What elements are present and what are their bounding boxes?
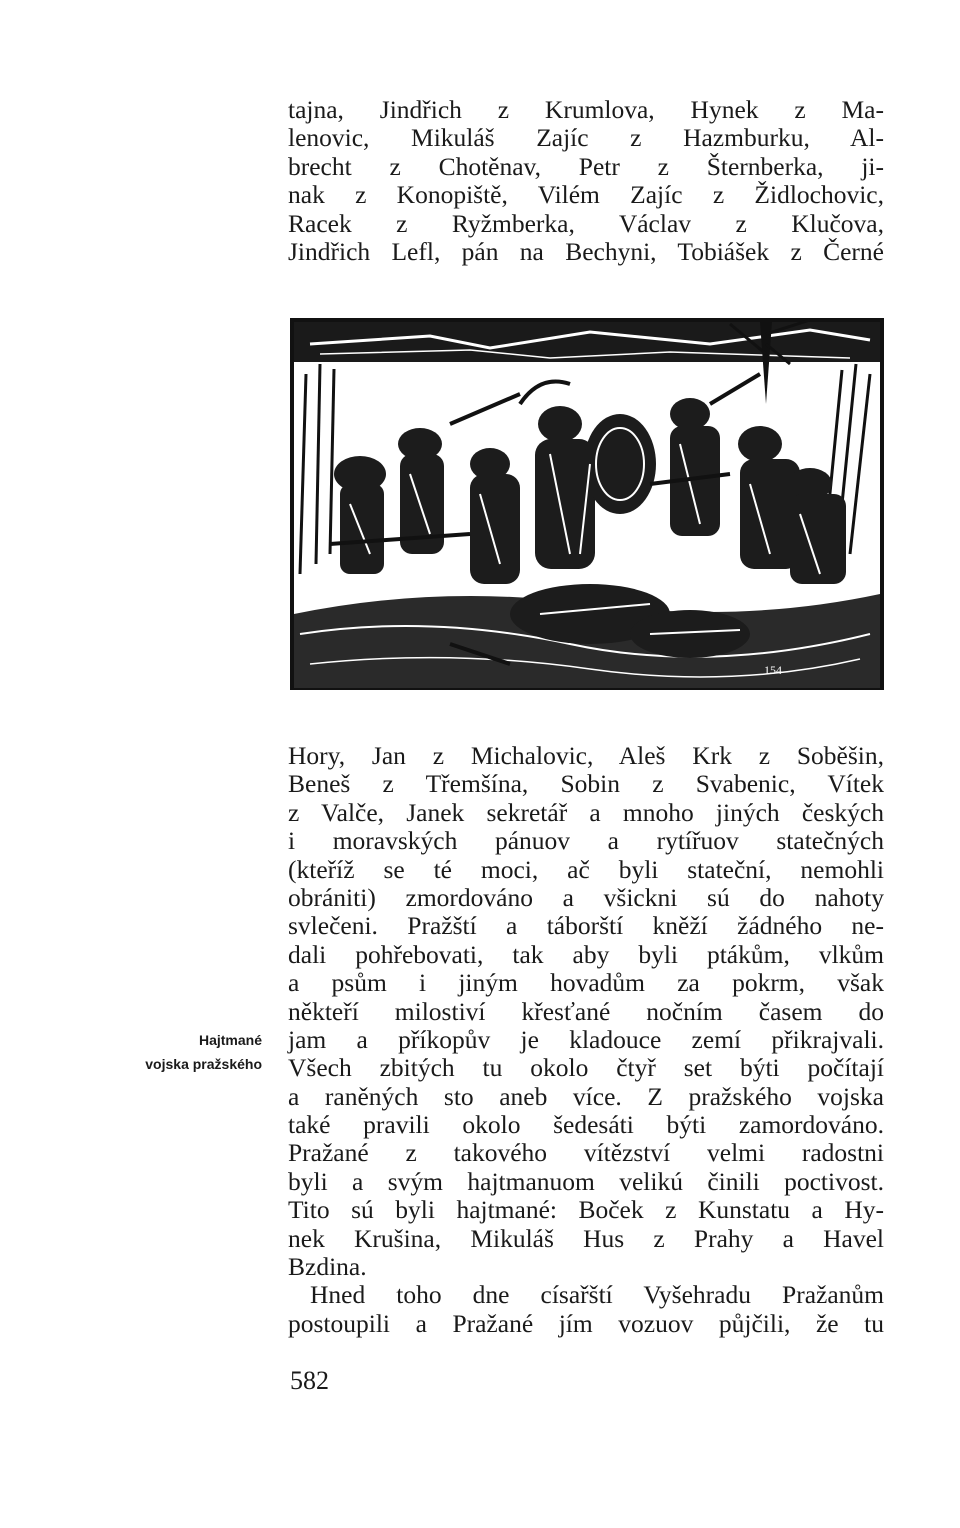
text-line: nak z Konopiště, Vilém Zajíc z Židlochovic,: [288, 180, 884, 210]
text-line: Všech zbitých tu okolo čtyř set býti počítají: [288, 1053, 884, 1083]
text-line: Hned toho dne císařští Vyšehradu Pražanům: [310, 1280, 884, 1310]
battle-woodcut-illustration: [290, 314, 886, 694]
text-line: byli a svým hajtmanuom velikú činili poctivost.: [288, 1166, 884, 1196]
text-line: Racek z Ryžmberka, Václav z Klučova,: [288, 208, 884, 238]
text-line: nek Krušina, Mikuláš Hus z Prahy a Havel: [288, 1223, 884, 1253]
text-line: obrániti) zmordováno a všickni sú do nahoty: [288, 882, 884, 912]
main-paragraph: [288, 742, 884, 1338]
text-line: i moravských pánuov a rytířuov statečných: [288, 826, 884, 856]
text-line: také pravili okolo šedesáti býti zamordováno.: [288, 1110, 884, 1140]
text-line: někteří milostiví křesťané nočním časem do: [288, 996, 884, 1026]
text-line: brecht z Chotěnav, Petr z Šternberka, ji-: [288, 151, 884, 181]
text-line: (kteříž se té moci, ač byli stateční, nemohli: [288, 854, 884, 884]
text-line: tajna, Jindřich z Krumlova, Hynek z Ma-: [288, 95, 884, 124]
text-line: Pražané z takového vítězství velmi radostni: [288, 1138, 884, 1168]
margin-note: [100, 1028, 262, 1076]
text-line: dali pohřebovati, tak aby byli ptákům, vlkům: [288, 939, 884, 969]
margin-note-line: vojska pražského: [145, 1056, 262, 1072]
woodcut-image: [290, 314, 886, 694]
svg-text:154: 154: [764, 663, 782, 677]
text-line: Bzdina.: [288, 1252, 367, 1282]
text-line: lenovic, Mikuláš Zajíc z Hazmburku, Al-: [288, 123, 884, 153]
text-line: svlečeni. Pražští a táborští kněží žádného ne-: [288, 911, 884, 941]
text-line: Jindřich Lefl, pán na Bechyni, Tobiášek z Černé: [288, 236, 884, 266]
text-line: a raněných sto aneb více. Z pražského vojska: [288, 1081, 884, 1111]
text-line: a psům i jiným hovadům za pokrm, však: [288, 968, 884, 998]
margin-note-line: Hajtmané: [198, 1032, 262, 1048]
text-line: Tito sú byli hajtmané: Boček z Kunstatu a Hy-: [288, 1195, 884, 1225]
top-paragraph: [288, 96, 884, 266]
text-line: z Valče, Janek sekretář a mnoho jiných českých: [288, 797, 884, 827]
text-line: Hory, Jan z Michalovic, Aleš Krk z Soběšin,: [288, 741, 884, 770]
page-number: 582: [290, 1366, 329, 1395]
text-line: postoupili a Pražané jím vozuov půjčili, že tu: [288, 1308, 884, 1338]
text-line: jam a příkopův je kladouce zemí přikrajvali.: [288, 1024, 884, 1054]
text-line: Beneš z Třemšína, Sobin z Svabenic, Vítek: [288, 769, 884, 799]
